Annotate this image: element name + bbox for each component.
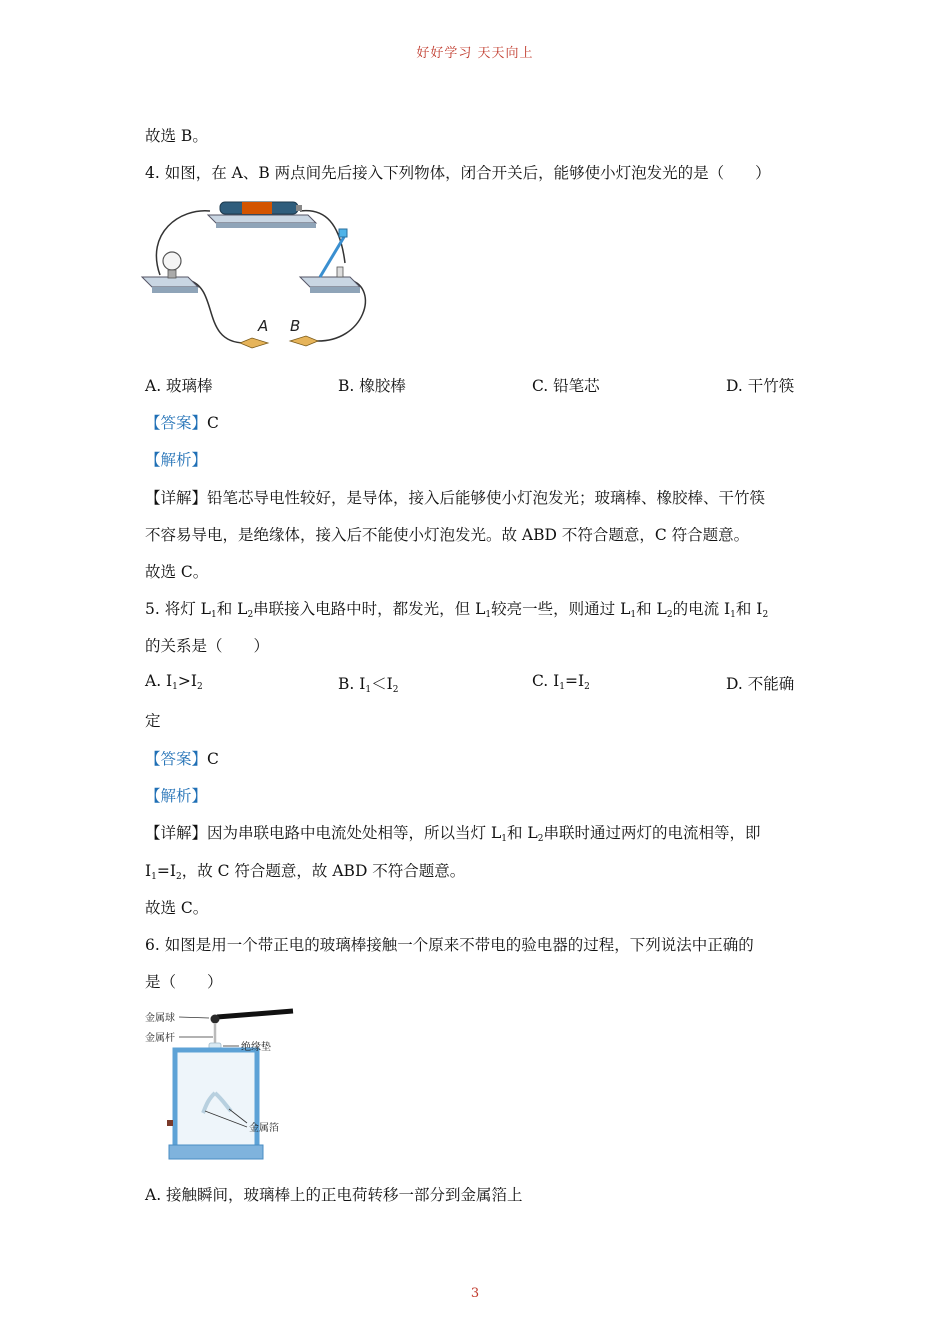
detail-text: 因为串联电路中电流处处相等，所以当灯 L [207, 824, 502, 842]
detail-sub: 1 [501, 834, 507, 844]
prev-conclusion: 故选 B。 [145, 127, 208, 145]
q5-analysis-tag: 【解析】 [145, 787, 208, 805]
opt-text: >I [177, 672, 198, 690]
label-a: A [258, 317, 269, 335]
circuit-figure [140, 193, 380, 363]
detail-sub: 1 [151, 872, 157, 882]
q5-option-d-wrap: 定 [145, 712, 161, 730]
opt-sub: 2 [392, 685, 399, 695]
q4-conclusion: 故选 C。 [145, 563, 209, 581]
q5-sub: 2 [762, 610, 769, 620]
q5-sub: 1 [485, 610, 492, 620]
q5-stem-line1 [145, 597, 768, 620]
q4-answer [145, 411, 219, 433]
answer-tag: 【答案】 [145, 414, 208, 432]
q4-option-c: C. 铅笔芯 [532, 377, 600, 395]
answer-value: C [207, 414, 219, 432]
light-bulb-icon [163, 252, 181, 270]
q5-text: 串联接入电路中时，都发光，但 L [253, 600, 486, 618]
detail-text: ，故 C 符合题意，故 ABD 不符合题意。 [181, 862, 466, 880]
q5-text: 将灯 L [164, 600, 211, 618]
q4-detail-line1 [145, 486, 765, 508]
detail-tag: 【详解】 [145, 824, 208, 842]
detail-tag: 【详解】 [145, 489, 208, 507]
opt-text: B. I [338, 675, 366, 693]
label-metal-rod: 金属杆 [145, 1033, 175, 1044]
opt-text: C. I [532, 672, 560, 690]
q5-option-a [145, 672, 203, 692]
q5-option-d: D. 不能确 [726, 675, 795, 693]
q5-sub: 1 [730, 610, 736, 620]
q6-option-a: A. 接触瞬间，玻璃棒上的正电荷转移一部分到金属箔上 [145, 1186, 523, 1204]
q5-option-c [532, 672, 590, 692]
label-metal-foil: 金属箔 [249, 1123, 279, 1134]
detail-text: I [145, 862, 152, 880]
clip-a [240, 338, 268, 348]
label-b: B [290, 317, 301, 335]
opt-sub: 2 [197, 682, 203, 692]
q5-answer [145, 747, 219, 769]
bulb-base [142, 252, 198, 293]
opt-sub: 2 [584, 682, 590, 692]
detail-sub: 2 [537, 834, 544, 844]
q5-sub: 1 [630, 610, 637, 620]
q5-sub: 2 [247, 610, 254, 620]
answer-tag: 【答案】 [145, 750, 208, 768]
q5-text: 较亮一些，则通过 L [491, 600, 631, 618]
label-insulating-pad: 绝缘垫 [241, 1042, 271, 1053]
switch [300, 229, 360, 293]
detail-sub: 2 [175, 872, 182, 882]
battery [208, 202, 316, 228]
q5-text: 和 L [636, 600, 667, 618]
clip-b [290, 336, 318, 346]
q5-sub: 1 [210, 610, 217, 620]
q5-text: 和 L [216, 600, 248, 618]
q4-option-d: D. 干竹筷 [726, 377, 795, 395]
detail-text: 串联时通过两灯的电流相等，即 [543, 824, 761, 842]
q4-analysis-tag: 【解析】 [145, 451, 208, 469]
opt-text: =I [565, 672, 585, 690]
detail-text: 铅笔芯导电性较好，是导体，接入后能够使小灯泡发光；玻璃棒、橡胶棒、干竹筷 [207, 489, 766, 507]
opt-sub: 1 [559, 682, 566, 692]
page-header: 好好学习 天天向上 [416, 46, 534, 61]
q4-detail-line2: 不容易导电，是绝缘体，接入后不能使小灯泡发光。故 ABD 不符合题意，C 符合题意。 [145, 526, 750, 544]
q5-number: 5. [145, 600, 160, 618]
electroscope-figure [145, 1005, 295, 1165]
label-metal-ball: 金属球 [145, 1013, 175, 1024]
q5-detail-line1 [145, 821, 760, 844]
q5-conclusion: 故选 C。 [145, 899, 209, 917]
q4-option-b: B. 橡胶棒 [338, 377, 406, 395]
opt-text: ＜I [371, 675, 393, 693]
q5-text: 和 I [735, 600, 763, 618]
q5-option-b [338, 672, 398, 695]
opt-text: A. I [145, 672, 173, 690]
metal-ball [211, 1015, 220, 1024]
q5-sub: 2 [666, 610, 673, 620]
q5-text: 的电流 I [672, 600, 731, 618]
q5-stem-line2: 的关系是（ ） [145, 637, 270, 655]
opt-sub: 1 [365, 685, 372, 695]
glass-rod [217, 1011, 293, 1017]
opt-sub: 1 [172, 682, 178, 692]
detail-text: 和 L [506, 824, 538, 842]
page-number: 3 [470, 1286, 480, 1301]
q6-stem-line1: 6. 如图是用一个带正电的玻璃棒接触一个原来不带电的验电器的过程，下列说法中正确的 [145, 936, 754, 954]
q4-stem: 4. 如图，在 A、B 两点间先后接入下列物体，闭合开关后，能够使小灯泡发光的是（ ） [145, 164, 771, 182]
detail-text: =I [156, 862, 176, 880]
q6-stem-line2: 是（ ） [145, 973, 223, 991]
answer-value: C [207, 750, 219, 768]
glass-case [175, 1050, 257, 1150]
q5-detail-line2 [145, 859, 465, 882]
q4-option-a: A. 玻璃棒 [145, 377, 213, 395]
